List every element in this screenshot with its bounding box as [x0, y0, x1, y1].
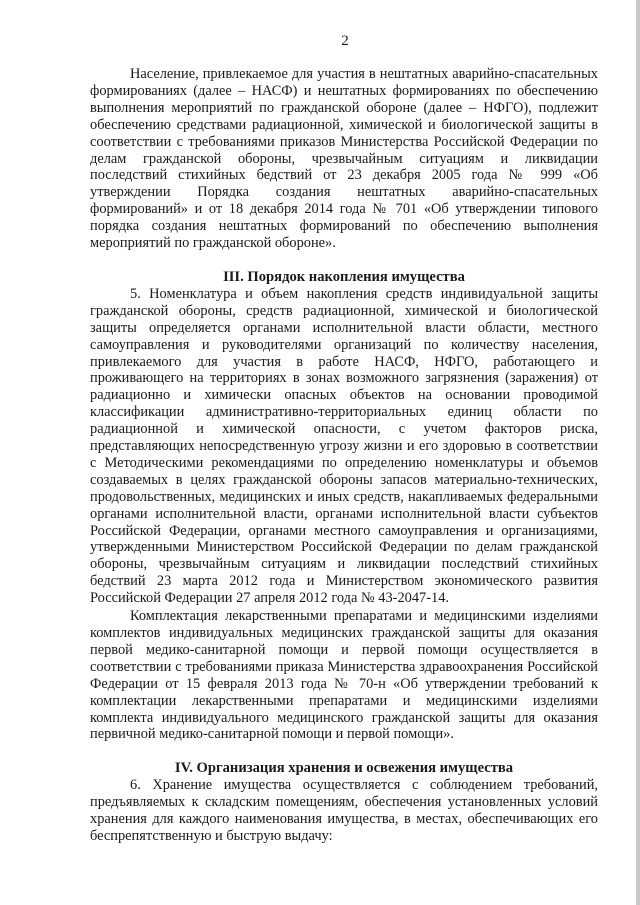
section-heading-accumulation: III. Порядок накопления имущества: [223, 268, 465, 285]
section-heading-storage: IV. Организация хранения и освежения имущества: [174, 760, 514, 777]
document-body: [90, 66, 598, 845]
paragraph-medical-kits: Комплектация лекарственными препаратами и медицинскими изделиями комплектов индивидуальных медицинских гражданской защиты для оказания первой медико-санитарной помощи и первой помощи осуществляется в соответствии с требованиями приказа Министерства здравоохранения Российской Федерации от 15 февраля 2013 года № 70-н «Об утверждении требований к комплектации лекарственными препаратами и медицинскими изделиями комплекта индивидуального медицинского гражданской защиты для оказания первичной медико-санитарной помощи и первой помощи».: [90, 608, 598, 743]
paragraph-5-nomenclature: 5. Номенклатура и объем накопления средств индивидуальной защиты гражданской обороны, средств радиационной, химической и биологической защиты определяется органами исполнительной власти области, местного самоуправления и руководителями организаций по количеству населения, привлекаемого для участия в работе НАСФ, НФГО, работающего и проживающего на территориях в зонах возможного загрязнения (заражения) от радиационно и химически опасных объектов на основании проводимой классификации административно-территориальных единиц области по радиационной и химической опасности, с учетом факторов риска, представляющих непосредственную угрозу жизни и его здоровью в соответствии с Методическими рекомендациями по определению номенклатуры и объемов создаваемых в целях гражданской обороны запасов материально-технических, продовольственных, медицинских и иных средств, накапливаемых федеральными органами исполнительной власти, органами исполнительной власти субъектов Российской Федерации, органами местного самоуправления и организациями, утвержденными Министерством Российской Федерации по делам гражданской обороны, чрезвычайным ситуациям и ликвидации последствий стихийных бедствий 23 марта 2012 года и Министерством экономического развития Российской Федерации 27 апреля 2012 года № 43-2047-14.: [90, 285, 598, 607]
page-number: 2: [341, 33, 349, 49]
paragraph-population-provision: Население, привлекаемое для участия в нештатных аварийно-спасательных формированиях (далее – НАСФ) и нештатных формированиях по обеспечению выполнения мероприятий по гражданской обороне (далее – НФГО), подлежит обеспечению средствами радиационной, химической и биологической защиты в соответствии с требованиями приказов Министерства Российской Федерации по делам гражданской обороны, чрезвычайным ситуациям и ликвидации последствий стихийных бедствий от 23 декабря 2005 года № 999 «Об утверждении Порядка создания нештатных аварийно-спасательных формирований» и от 18 декабря 2014 года № 701 «Об утверждении типового порядка создания нештатных формирований по обеспечению выполнения мероприятий по гражданской обороне».: [90, 66, 598, 252]
paragraph-6-storage: 6. Хранение имущества осуществляется с соблюдением требований, предъявляемых к складским помещениям, обеспечения установленных условий хранения для каждого наименования имущества, в местах, обеспечивающих его беспрепятственную и быструю выдачу:: [90, 777, 598, 844]
page-edge-shadow: [636, 0, 640, 905]
